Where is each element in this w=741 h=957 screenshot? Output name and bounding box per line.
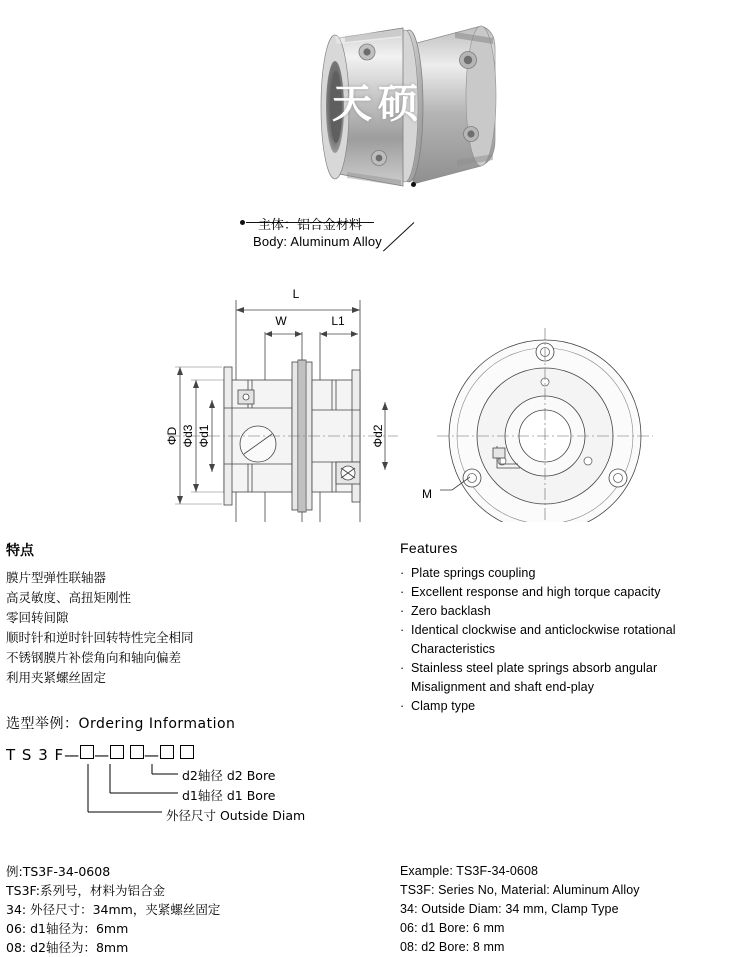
ordering-prefix: T S 3 F—	[6, 746, 81, 764]
leader-line	[383, 222, 414, 251]
label-Phid3: Φd3	[181, 424, 195, 448]
feature-text-en: Stainless steel plate springs absorb angular	[411, 661, 658, 675]
example-line-cn: 例:TS3F-34-0608	[6, 864, 111, 879]
example-line-en: 34: Outside Diam: 34 mm, Clamp Type	[400, 902, 619, 916]
feature-item-en	[400, 564, 740, 583]
ordering-legend-d1: d1轴径 d1 Bore	[182, 788, 276, 803]
example-section-en	[400, 862, 740, 957]
example-line-cn: 06: d1轴径为：6mm	[6, 921, 129, 936]
label-L1: L1	[331, 314, 345, 328]
features-title-cn: 特点	[6, 543, 34, 559]
feature-item-en	[400, 697, 740, 716]
bullet-icon: ·	[400, 585, 405, 599]
label-L: L	[292, 287, 300, 301]
feature-text-en: Zero backlash	[411, 604, 491, 618]
features-section-cn	[6, 540, 386, 688]
example-line-cn: 34: 外径尺寸：34mm，夹紧螺丝固定	[6, 902, 221, 917]
features-section-en	[400, 540, 740, 716]
label-Phid2: Φd2	[371, 424, 385, 448]
bullet-icon: ·	[400, 623, 405, 637]
feature-item-cn: 膜片型弹性联轴器	[6, 570, 107, 585]
label-Phid1: Φd1	[197, 424, 211, 448]
feature-text-en-cont: Misalignment and shaft end-play	[411, 680, 595, 694]
feature-text-en: Clamp type	[411, 699, 476, 713]
feature-text-en: Plate springs coupling	[411, 566, 536, 580]
ordering-sep1: —	[94, 746, 111, 764]
drawing-svg	[0, 272, 741, 522]
features-title-en: Features	[400, 540, 458, 556]
feature-item-cn: 顺时针和逆时针回转特性完全相同	[6, 630, 194, 645]
example-line-en: 06: d1 Bore: 6 mm	[400, 921, 505, 935]
bullet-icon: ·	[400, 566, 405, 580]
feature-item-en	[400, 583, 740, 602]
product-photo-area	[0, 0, 741, 262]
example-line-en: 08: d2 Bore: 8 mm	[400, 940, 505, 954]
watermark-text: 天硕	[332, 81, 424, 127]
example-line-en: Example: TS3F-34-0608	[400, 864, 539, 878]
example-line-cn: TS3F:系列号，材料为铝合金	[6, 883, 165, 898]
leader-dot-end	[240, 220, 245, 225]
body-material-label-cn: 主体：铝合金材料	[258, 218, 363, 233]
ordering-title: 选型举例：Ordering Information	[6, 716, 236, 732]
feature-item-cn: 不锈钢膜片补偿角向和轴向偏差	[6, 650, 182, 665]
feature-item-cn: 利用夹紧螺丝固定	[6, 670, 107, 685]
feature-item-en	[400, 621, 740, 659]
label-M: M	[422, 487, 432, 501]
label-W: W	[275, 314, 287, 328]
feature-item-en	[400, 659, 740, 697]
feature-item-cn: 高灵敏度、高扭矩刚性	[6, 590, 132, 605]
ordering-legend-d2: d2轴径 d2 Bore	[182, 768, 276, 783]
bullet-icon: ·	[400, 604, 405, 618]
example-line-en: TS3F: Series No, Material: Aluminum Alloy	[400, 883, 640, 897]
technical-drawing	[0, 272, 741, 522]
feature-text-en: Excellent response and high torque capacity	[411, 585, 661, 599]
label-PhiD: ΦD	[165, 426, 179, 446]
ordering-legend-diam: 外径尺寸 Outside Diam	[166, 808, 306, 823]
example-section-cn	[6, 862, 386, 957]
feature-item-cn: 零回转间隙	[6, 610, 69, 625]
feature-text-en: Identical clockwise and anticlockwise rotational	[411, 623, 676, 637]
leader-dot	[411, 182, 416, 187]
ordering-section	[6, 713, 426, 733]
body-material-label-en: Body: Aluminum Alloy	[253, 234, 383, 249]
feature-item-en	[400, 602, 740, 621]
bullet-icon: ·	[400, 699, 405, 713]
example-line-cn: 08: d2轴径为：8mm	[6, 940, 129, 955]
bullet-icon: ·	[400, 661, 405, 675]
feature-text-en-cont: Characteristics	[411, 642, 496, 656]
ordering-sep2: —	[143, 746, 160, 764]
